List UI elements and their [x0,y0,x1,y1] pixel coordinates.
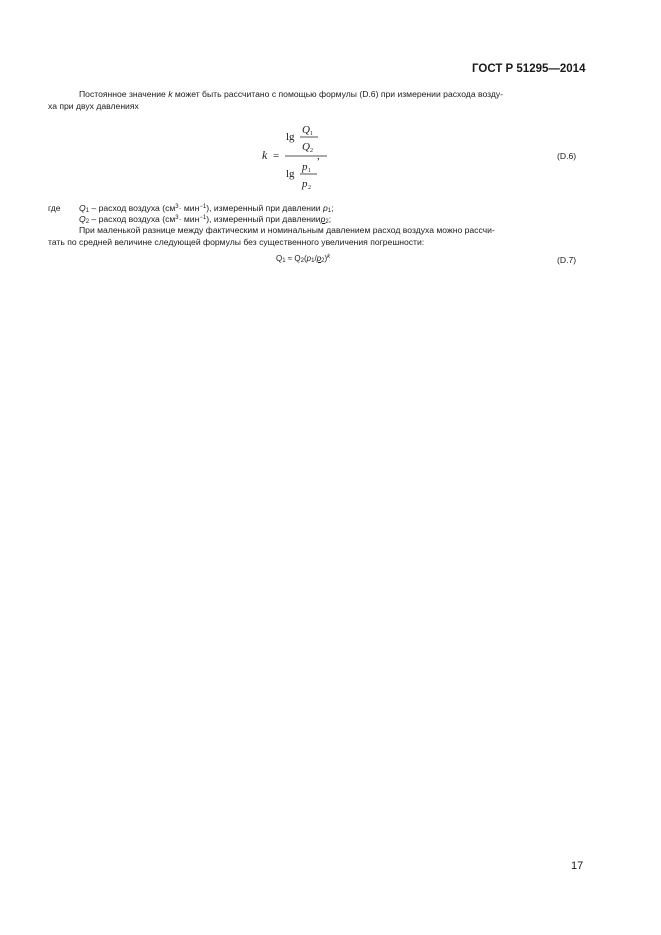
definition-q1: $Q_1$ – расход воздуха $(см^3\cdot мин^{-1})$, измеренный при давлении $p_1$; [79,203,334,214]
intro-line-1: Постоянное значение k может быть рассчитано с помощью формулы (D.6) при измерении расхода возду- [79,89,504,99]
definition-q2: $Q_2$ – расход воздуха $(см^3\cdot мин^{-1})$, измеренный при давленииp$_2$; [79,214,332,225]
para2-line-1: При маленькой разнице между фактическим и номинальным давлением расход воздуха можно рассчи- [79,225,495,235]
para2-line-2: тать по средней величине следующей формулы без существенного увеличения погрешности: [48,237,425,247]
q2-sub: 2 [310,148,313,154]
var-k: k [168,89,173,99]
formula-d6-lhs: k [262,148,268,162]
formula-d7-label: (D.7) [557,255,577,265]
q1-var: Q [302,124,310,136]
p2-sub: 2 [308,185,311,191]
document-header: ГОСТ Р 51295—2014 [472,63,586,75]
formula-d6-eq: = [273,150,280,162]
intro-line-2: ха при двух давлениях [48,101,139,111]
q1-sub: 1 [310,131,313,137]
page-number: 17 [571,860,584,872]
numerator-lg: lg [286,131,295,143]
formula-d6 [255,120,355,192]
where-word: где [48,203,61,213]
p1-sub: 1 [308,168,311,174]
formula-d6-comma: , [317,150,320,162]
q2-var: Q [302,141,310,153]
denominator-lg: lg [286,168,295,180]
formula-d6-label: (D.6) [557,151,577,161]
formula-d7: $Q_1 \approx Q_2(p_1/p_2)^k$ [276,254,331,264]
p1-var: p [302,161,308,173]
p2-var: p [302,178,308,190]
